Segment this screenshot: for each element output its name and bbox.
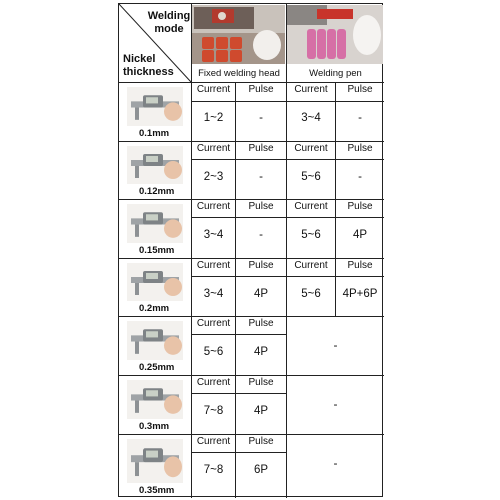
pen-pulse-value: 4P (352, 229, 368, 241)
caliper-photo (127, 321, 183, 360)
pen-merged-value: - (333, 338, 338, 352)
fixed-pulse-value: 4P (253, 405, 269, 417)
pen-current-header: Current (294, 201, 328, 212)
pen-current-value: 5~6 (301, 229, 321, 241)
fixed-current-header: Current (196, 377, 231, 388)
welding-pen-photo (287, 5, 383, 64)
pen-current-value: 3~4 (301, 112, 321, 124)
pen-current-value: 5~6 (301, 288, 321, 300)
welding-parameter-table (118, 3, 383, 497)
pen-pulse-header: Pulse (347, 260, 373, 271)
welding-mode-label: Welding mode (147, 10, 191, 35)
caliper-photo (127, 87, 183, 126)
thickness-value: 0.35mm (139, 485, 175, 496)
pen-pulse-header: Pulse (347, 143, 373, 154)
fixed-current-header: Current (196, 201, 231, 212)
fixed-pulse-header: Pulse (248, 84, 274, 95)
pen-current-header: Current (294, 84, 328, 95)
thickness-value: 0.1mm (139, 128, 170, 139)
pen-pulse-value: - (358, 171, 362, 183)
thickness-value: 0.3mm (139, 421, 170, 432)
pen-pulse-header: Pulse (347, 84, 373, 95)
fixed-pulse-value: - (259, 171, 263, 183)
caliper-photo (127, 146, 183, 184)
fixed-pulse-value: 4P (253, 288, 269, 300)
pen-current-header: Current (294, 260, 328, 271)
thickness-value: 0.25mm (139, 362, 175, 373)
thickness-value: 0.12mm (139, 186, 175, 197)
fixed-pulse-value: 4P (253, 346, 269, 358)
nickel-thickness-label: Nickel thickness (123, 53, 174, 78)
caliper-photo (127, 263, 183, 301)
fixed-head-photo (192, 5, 285, 64)
fixed-pulse-header: Pulse (248, 143, 274, 154)
welding-pen-label: Welding pen (309, 68, 362, 79)
fixed-pulse-value: - (259, 112, 263, 124)
fixed-pulse-header: Pulse (248, 318, 274, 329)
pen-pulse-value: 4P+6P (342, 288, 378, 300)
caliper-photo (127, 439, 183, 483)
pen-current-value: 5~6 (301, 171, 321, 183)
fixed-current-value: 1~2 (203, 112, 224, 124)
fixed-current-value: 3~4 (203, 229, 224, 241)
fixed-pulse-header: Pulse (248, 436, 274, 447)
pen-merged-value: - (333, 456, 338, 470)
fixed-current-value: 7~8 (203, 405, 224, 417)
pen-pulse-value: - (358, 112, 362, 124)
pen-merged-value: - (333, 397, 338, 411)
fixed-current-value: 7~8 (203, 464, 224, 476)
fixed-current-header: Current (196, 318, 231, 329)
fixed-current-value: 2~3 (203, 171, 224, 183)
fixed-pulse-header: Pulse (248, 201, 274, 212)
pen-pulse-header: Pulse (347, 201, 373, 212)
fixed-pulse-header: Pulse (248, 260, 274, 271)
fixed-current-header: Current (196, 260, 231, 271)
fixed-current-header: Current (196, 143, 231, 154)
caliper-photo (127, 204, 183, 243)
fixed-current-value: 5~6 (203, 346, 224, 358)
fixed-pulse-header: Pulse (248, 377, 274, 388)
fixed-current-value: 3~4 (203, 288, 224, 300)
thickness-value: 0.2mm (139, 303, 170, 314)
fixed-pulse-value: - (259, 229, 263, 241)
caliper-photo (127, 380, 183, 419)
pen-current-header: Current (294, 143, 328, 154)
thickness-value: 0.15mm (139, 245, 175, 256)
fixed-pulse-value: 6P (253, 464, 269, 476)
fixed-current-header: Current (196, 84, 231, 95)
fixed-welding-head-label: Fixed welding head (198, 68, 280, 79)
fixed-current-header: Current (196, 436, 231, 447)
